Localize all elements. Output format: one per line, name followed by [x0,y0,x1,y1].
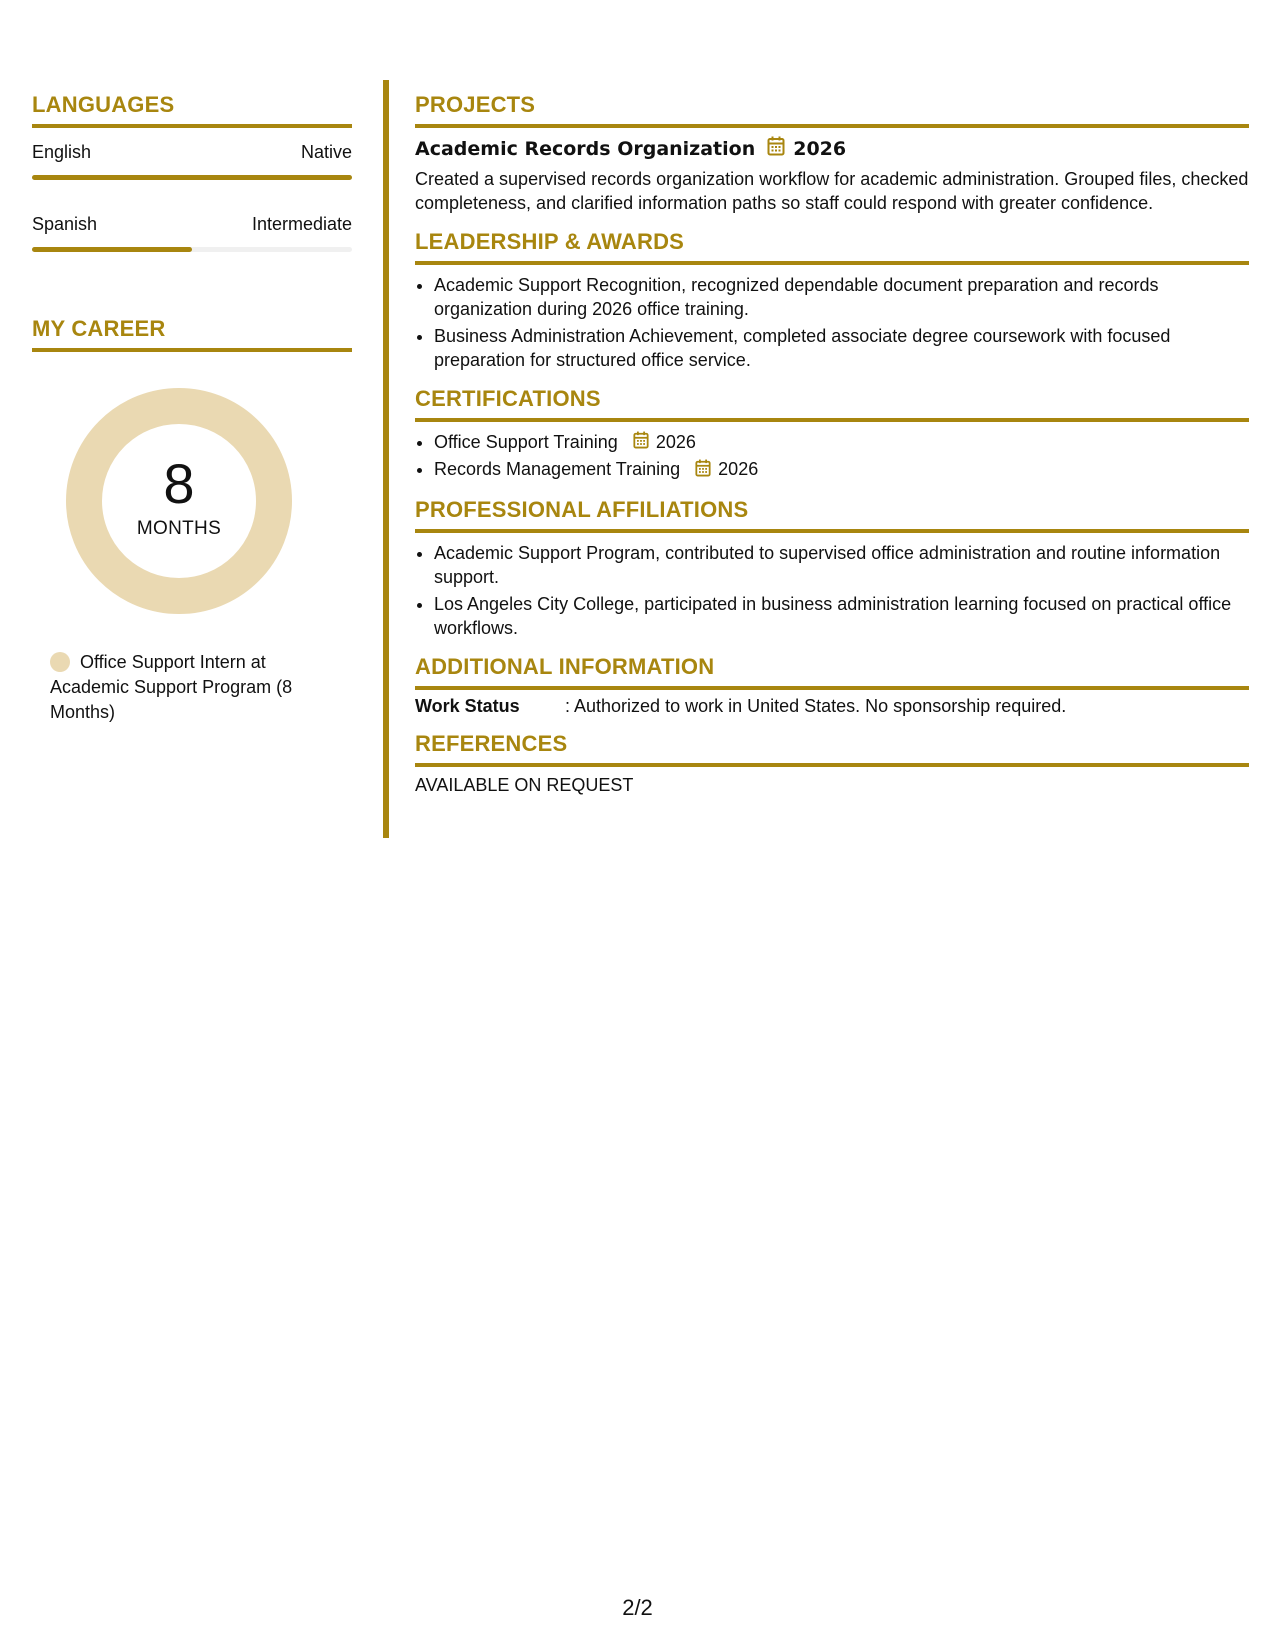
certification-name: Records Management Training [434,459,681,480]
language-item [32,142,352,180]
language-name: English [32,142,92,162]
section-rule [415,529,1249,533]
career-total-value: 8 [163,452,195,515]
left-column [32,92,352,725]
section-rule [415,261,1249,265]
column-divider [383,80,389,838]
certifications-list [415,430,1249,483]
section-rule [32,124,352,128]
references-title: REFERENCES [415,730,568,756]
donut-center [66,388,292,614]
list-item: • Business Administration Achievement, completed associate degree coursework with focused preparation for structured office service. [434,324,1249,372]
certifications-title: CERTIFICATIONS [415,386,601,411]
language-name: Spanish [32,214,98,234]
career-section [32,316,352,725]
section-rule [415,763,1249,767]
page-number: 2/2 [622,1595,653,1620]
language-level: Intermediate [251,214,352,234]
calendar-icon [633,431,649,455]
calendar-icon [695,459,711,483]
career-title: MY CAREER [32,316,166,341]
leadership-section [415,229,1249,372]
leadership-list [415,273,1249,372]
additional-info-section [415,654,1249,717]
career-legend [50,650,320,725]
info-row [415,696,1249,717]
affiliations-section [415,497,1249,640]
project-description: Created a supervised records organization workflow for academic administration. Grouped files, checked completeness, and clarified information paths so staff could respond with greater confidence. [415,169,1249,213]
language-bar [32,175,352,180]
projects-title: PROJECTS [415,92,536,117]
leadership-title: LEADERSHIP & AWARDS [415,229,685,254]
language-bar [32,247,352,252]
list-item [434,457,1249,482]
section-rule [415,124,1249,128]
languages-section [32,92,352,252]
references-text: AVAILABLE ON REQUEST [415,774,634,795]
certification-year: 2026 [718,459,759,480]
additional-info-title: ADDITIONAL INFORMATION [415,653,715,679]
list-item: • Academic Support Recognition, recognized dependable document preparation and records organization during 2026 office training. [434,273,1249,321]
list-item [434,430,1249,455]
project-heading [415,136,1249,161]
info-key: Work Status [415,695,520,716]
list-item: • Los Angeles City College, participated in business administration learning focused on practical office workflows. [434,592,1249,640]
list-item: • Academic Support Program, contributed to supervised office administration and routine information support. [434,541,1249,589]
career-total-unit: MONTHS [136,518,222,539]
certification-name: Office Support Training [434,432,618,452]
calendar-icon [767,136,785,161]
certifications-section [415,386,1249,483]
projects-section [415,92,1249,215]
project-name: Academic Records Organization [415,137,756,160]
affiliations-title: PROFESSIONAL AFFILIATIONS [415,496,749,522]
certification-year: 2026 [655,432,696,452]
section-rule [415,686,1249,690]
career-donut-chart [66,388,292,614]
info-value: : Authorized to work in United States. No sponsorship required. [565,695,1067,716]
languages-title: LANGUAGES [32,92,175,117]
legend-label: Office Support Intern at Academic Support Program (8 Months) [50,652,293,722]
references-section [415,731,1249,796]
language-item [32,214,352,252]
section-rule [32,348,352,352]
section-rule [415,418,1249,422]
right-column [415,92,1249,810]
project-year: 2026 [793,137,847,160]
affiliations-list [415,541,1249,640]
legend-dot-icon [50,652,70,672]
language-level: Native [300,142,352,162]
language-bar-fill [32,175,352,180]
language-bar-fill [32,247,192,252]
